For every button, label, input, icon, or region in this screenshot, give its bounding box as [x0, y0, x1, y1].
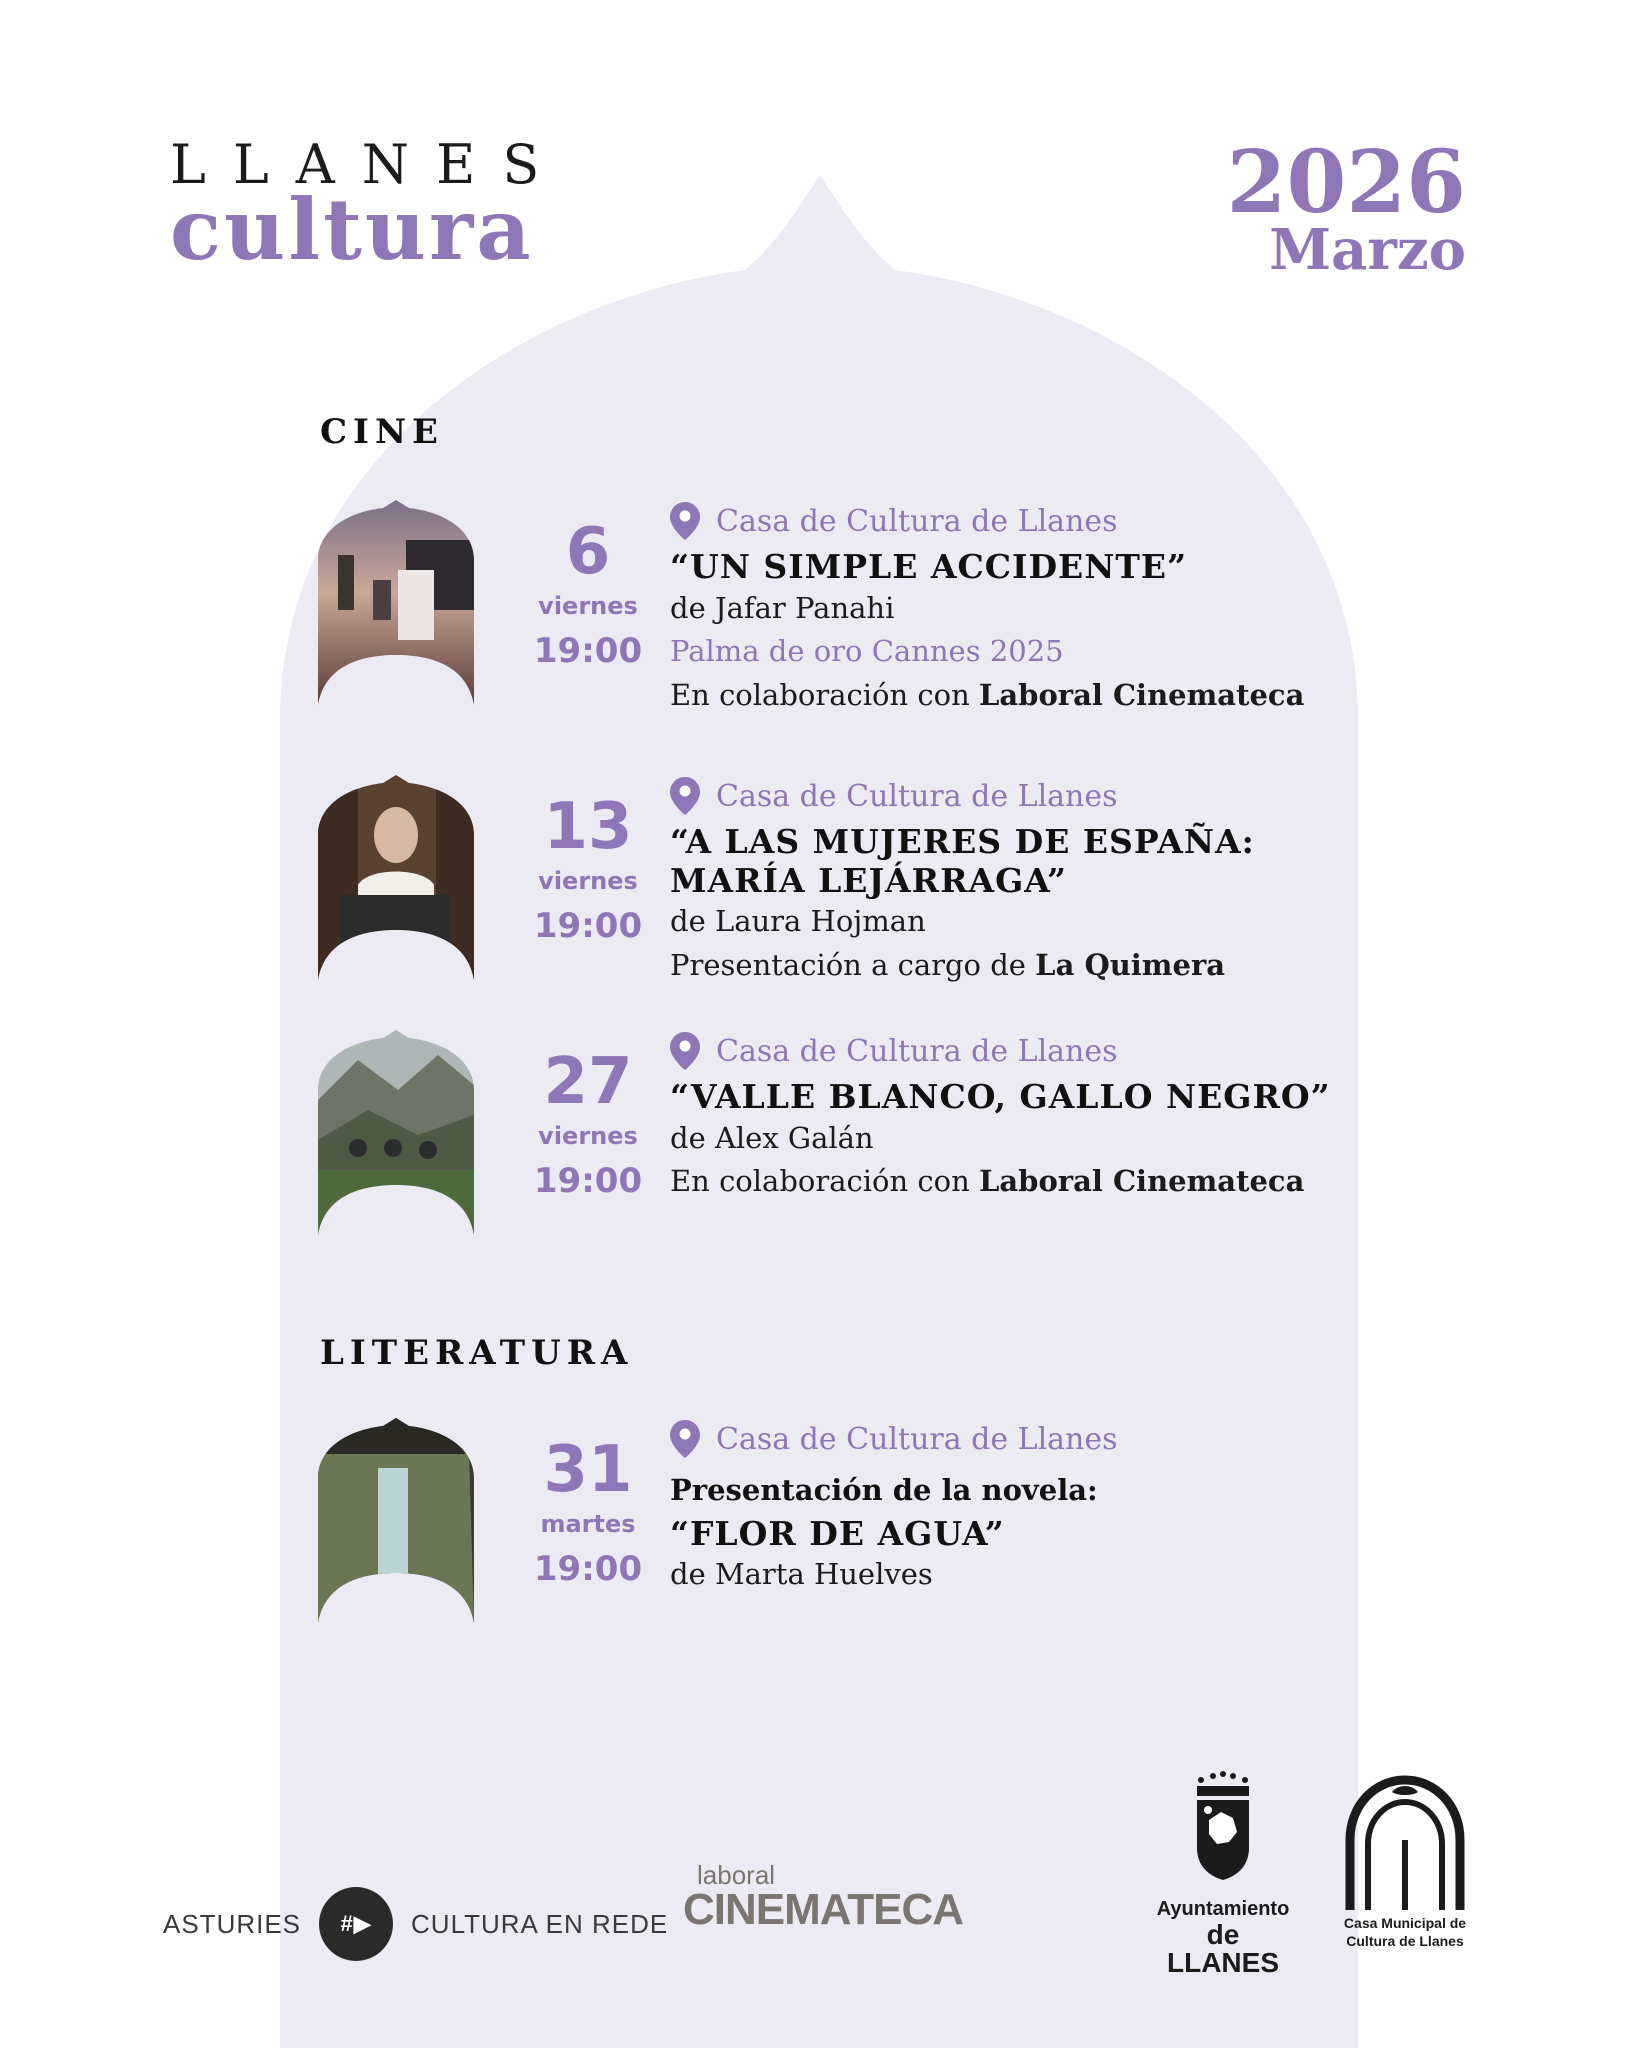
asturies-mark: #▶	[340, 1911, 372, 1936]
asturies-logo	[163, 1887, 668, 1961]
collab-name: Laboral Cinemateca	[978, 677, 1305, 712]
location-pin-icon	[670, 1420, 700, 1458]
event-venue	[670, 1030, 1370, 1072]
event-weekday: viernes	[538, 867, 638, 895]
venue-label: Casa de Cultura de Llanes	[716, 1421, 1118, 1457]
casa-cultura-logo	[1330, 1770, 1480, 1950]
event-time: 19:00	[533, 630, 643, 671]
event-image	[318, 1030, 474, 1235]
event-day: 31	[543, 1433, 633, 1507]
brand-bottom: cultura	[170, 180, 534, 279]
collab-prefix: En colaboración con	[670, 677, 979, 712]
event-weekday: viernes	[538, 1122, 638, 1150]
event-date	[498, 1433, 678, 1590]
laboral-main: CINEMATECA	[683, 1885, 964, 1934]
asturies-left: ASTURIES	[163, 1908, 302, 1939]
event-image	[318, 500, 474, 705]
event-collab	[670, 674, 1370, 718]
ayto-line1: Ayuntamiento	[1156, 1898, 1290, 1920]
date-block	[1226, 132, 1466, 283]
event-author: de Laura Hojman	[670, 904, 926, 939]
collab-name: Laboral Cinemateca	[978, 1164, 1305, 1199]
casa-cultura-arch-icon	[1340, 1770, 1470, 1910]
event-award: Palma de oro Cannes 2025	[670, 634, 1064, 669]
event-time: 19:00	[533, 1160, 643, 1201]
event-info	[670, 1418, 1370, 1597]
event-card	[318, 1030, 1358, 1240]
date-month: Marzo	[1269, 217, 1466, 283]
date-year: 2026	[1226, 132, 1466, 233]
event-title-line2: MARÍA LEJÁRRAGA”	[670, 860, 1067, 900]
event-author: de Alex Galán	[670, 1120, 874, 1155]
venue-label: Casa de Cultura de Llanes	[716, 1033, 1118, 1069]
event-card	[318, 500, 1358, 710]
event-card	[318, 1418, 1358, 1628]
event-weekday: martes	[540, 1510, 636, 1538]
event-author: de Marta Huelves	[670, 1557, 933, 1592]
event-time: 19:00	[533, 905, 643, 946]
location-pin-icon	[670, 777, 700, 815]
event-collab	[670, 1160, 1370, 1204]
event-venue	[670, 775, 1370, 817]
event-title	[670, 823, 1370, 900]
event-card	[318, 775, 1358, 985]
footer-logos	[0, 1770, 1638, 1978]
event-info	[670, 1030, 1370, 1204]
laboral-top: laboral	[697, 1860, 776, 1890]
collab-prefix: Presentación a cargo de	[670, 947, 1036, 982]
event-date	[498, 515, 678, 672]
event-venue	[670, 1418, 1370, 1460]
event-title: “FLOR DE AGUA”	[670, 1513, 1005, 1553]
event-info	[670, 775, 1370, 987]
event-image	[318, 1418, 474, 1623]
location-pin-icon	[670, 1032, 700, 1070]
event-time: 19:00	[533, 1548, 643, 1589]
event-venue	[670, 500, 1370, 542]
venue-label: Casa de Cultura de Llanes	[716, 778, 1118, 814]
section-title-cine: CINE	[320, 412, 444, 452]
event-date	[498, 790, 678, 947]
event-date	[498, 1045, 678, 1202]
venue-label: Casa de Cultura de Llanes	[716, 503, 1118, 539]
casa-line2: Cultura de Llanes	[1346, 1933, 1464, 1950]
event-day: 6	[565, 515, 611, 589]
ayto-line2: de LLANES	[1167, 1919, 1279, 1978]
casa-caption	[1330, 1914, 1480, 1950]
ayuntamiento-logo	[1148, 1770, 1298, 1977]
event-day: 13	[543, 790, 633, 864]
brand-top: LLANES	[170, 133, 567, 196]
collab-prefix: En colaboración con	[670, 1164, 979, 1199]
event-image	[318, 775, 474, 980]
asturies-right: CULTURA EN REDE	[411, 1908, 669, 1939]
event-info	[670, 500, 1370, 717]
collab-name: La Quimera	[1035, 947, 1226, 982]
casa-line1: Casa Municipal de	[1343, 1915, 1467, 1931]
event-collab	[670, 944, 1370, 988]
event-title-line1: “A LAS MUJERES DE ESPAÑA:	[670, 822, 1255, 861]
event-title: “UN SIMPLE ACCIDENTE”	[670, 547, 1188, 586]
event-presentation: Presentación de la novela:	[670, 1473, 1098, 1507]
event-day: 27	[543, 1045, 633, 1119]
section-title-literatura: LITERATURA	[320, 1333, 634, 1373]
event-weekday: viernes	[538, 592, 638, 620]
asturies-play-icon	[319, 1887, 393, 1961]
laboral-logo	[683, 1862, 963, 1932]
location-pin-icon	[670, 502, 700, 540]
event-author: de Jafar Panahi	[670, 590, 895, 625]
llanes-shield-icon	[1191, 1770, 1255, 1888]
brand-logo	[170, 133, 567, 279]
event-title: “VALLE BLANCO, GALLO NEGRO”	[670, 1077, 1331, 1116]
